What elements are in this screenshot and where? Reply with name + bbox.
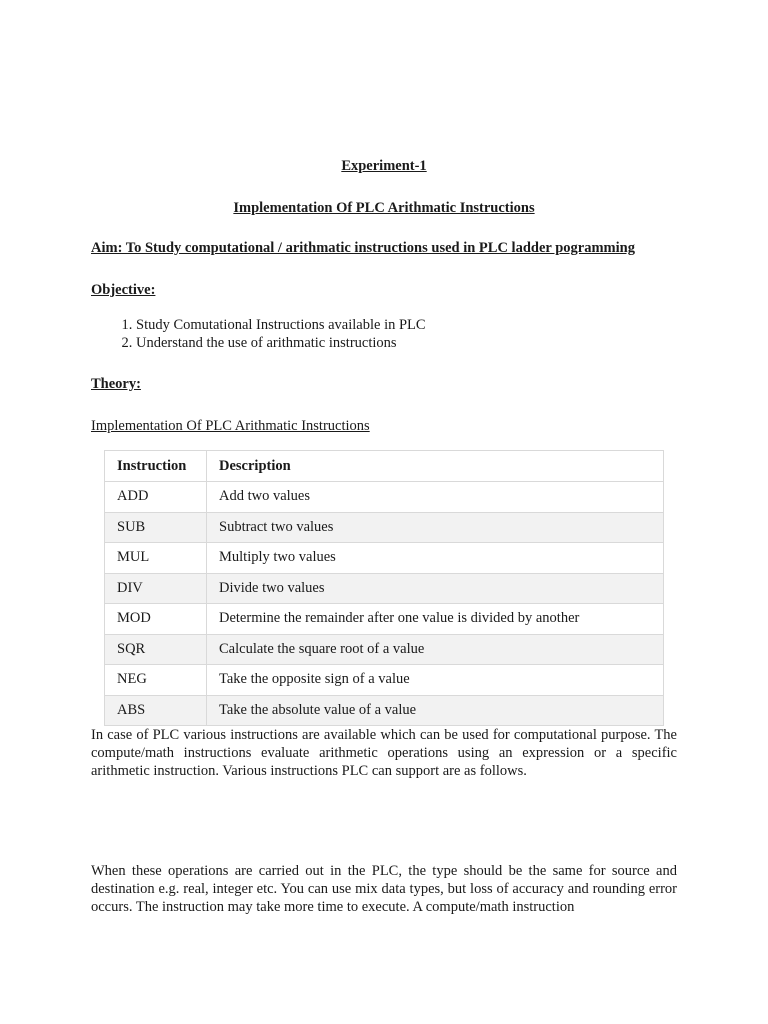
experiment-title: Experiment-1 xyxy=(341,158,427,174)
description-cell: Determine the remainder after one value is divided by another xyxy=(207,604,664,635)
objectives-list xyxy=(91,316,426,352)
instruction-cell: NEG xyxy=(105,665,207,696)
description-cell: Divide two values xyxy=(207,573,664,604)
description-cell: Calculate the square root of a value xyxy=(207,634,664,665)
table-row xyxy=(105,512,664,543)
body-paragraph: When these operations are carried out in the PLC, the type should be the same for source and destination e.g. real, integer etc. You can use mix data types, but loss of accuracy and rounding error occurs. The instruction may take more time to execute. A compute/math instruction xyxy=(91,863,677,915)
table-row xyxy=(105,604,664,635)
instruction-cell: MOD xyxy=(105,604,207,635)
table-row xyxy=(105,634,664,665)
instruction-cell: ABS xyxy=(105,695,207,726)
section-heading: Implementation Of PLC Arithmatic Instructions xyxy=(91,418,370,434)
description-cell: Take the opposite sign of a value xyxy=(207,665,664,696)
description-cell: Multiply two values xyxy=(207,543,664,574)
description-cell: Add two values xyxy=(207,482,664,513)
instruction-cell: ADD xyxy=(105,482,207,513)
body-paragraph: In case of PLC various instructions are available which can be used for computational purpose. The compute/math instructions evaluate arithmetic operations using an expression or a specific arithmetic instruction. Various instructions PLC can support are as follows. xyxy=(91,727,677,779)
table-row xyxy=(105,665,664,696)
instruction-cell: SQR xyxy=(105,634,207,665)
table-header-row xyxy=(105,451,664,482)
description-cell: Take the absolute value of a value xyxy=(207,695,664,726)
table-row xyxy=(105,543,664,574)
objective-item: 1. Study Comutational Instructions available in PLC xyxy=(136,316,426,334)
instruction-cell: DIV xyxy=(105,573,207,604)
table-row xyxy=(105,573,664,604)
column-header-instruction: Instruction xyxy=(105,451,207,482)
document-subtitle: Implementation Of PLC Arithmatic Instructions xyxy=(233,200,535,216)
instruction-cell: MUL xyxy=(105,543,207,574)
description-cell: Subtract two values xyxy=(207,512,664,543)
column-header-description: Description xyxy=(207,451,664,482)
objective-heading: Objective: xyxy=(91,282,156,298)
instructions-table xyxy=(104,450,664,726)
theory-heading: Theory: xyxy=(91,376,141,392)
instruction-cell: SUB xyxy=(105,512,207,543)
aim-heading: Aim: To Study computational / arithmatic instructions used in PLC ladder pogramming xyxy=(91,240,635,256)
objective-item: 2. Understand the use of arithmatic instructions xyxy=(136,334,426,352)
table-row xyxy=(105,695,664,726)
table-row xyxy=(105,482,664,513)
